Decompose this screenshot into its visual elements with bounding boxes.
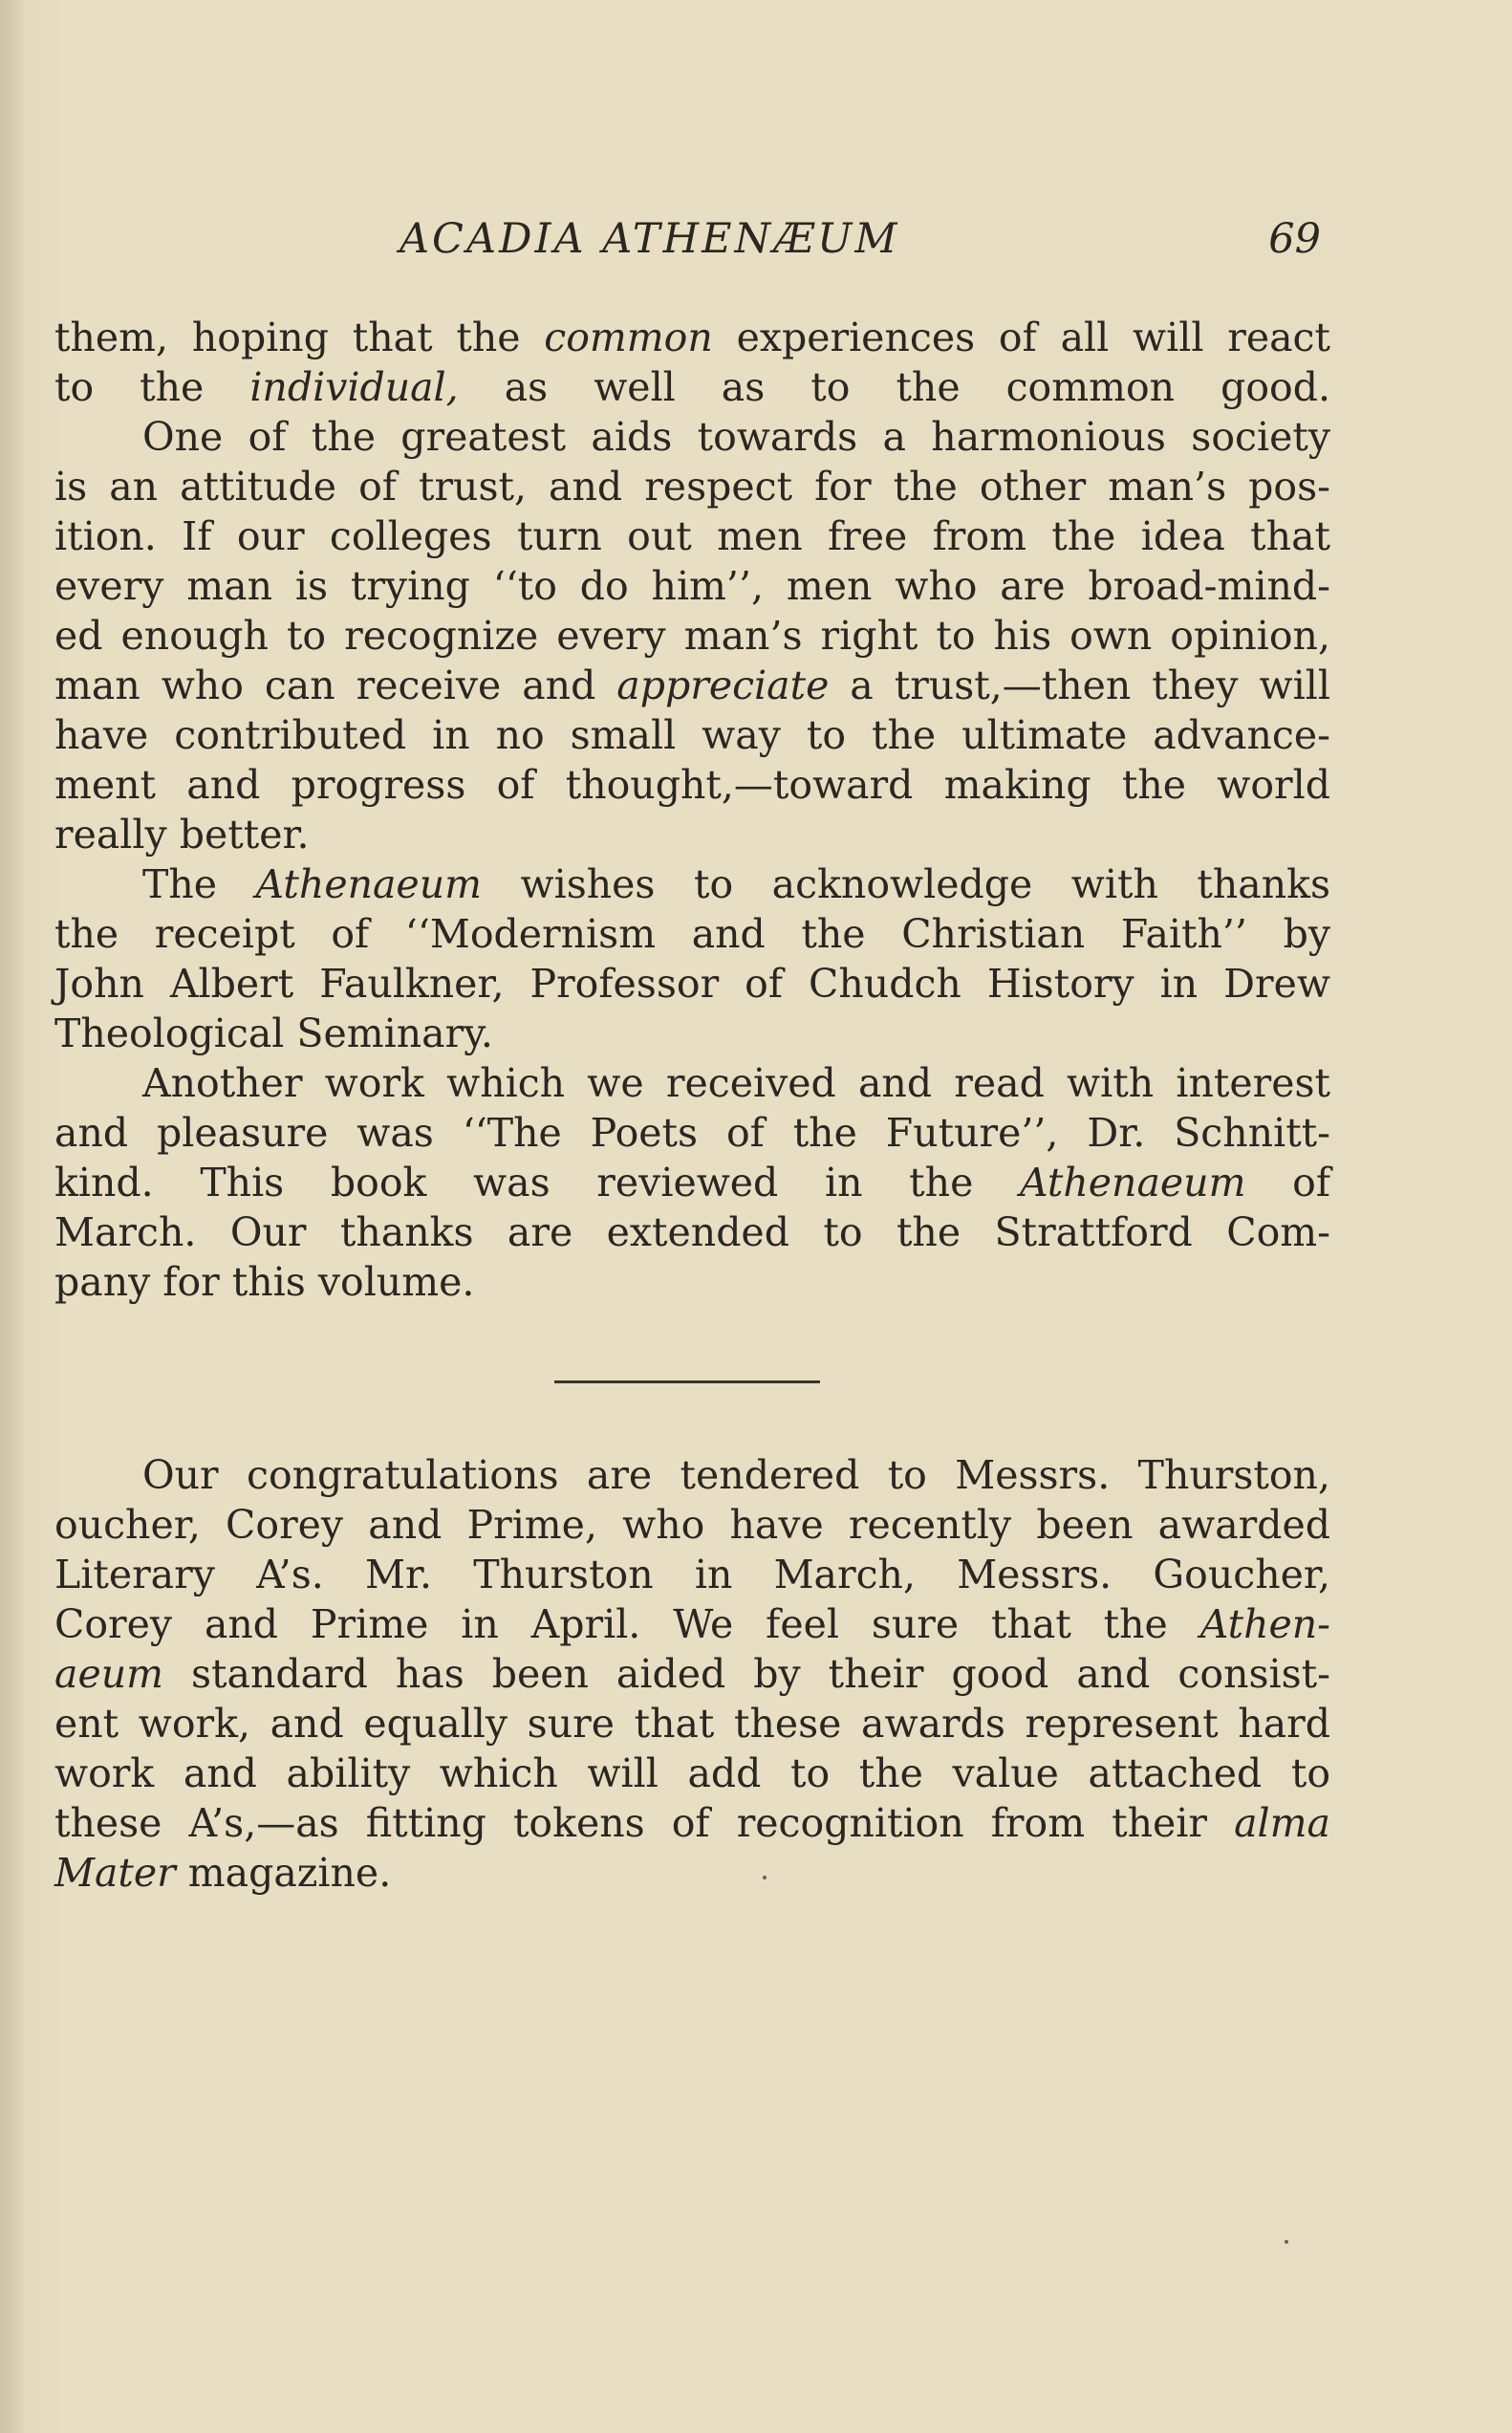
running-title: ACADIA ATHENÆUM — [400, 215, 900, 263]
text-line — [54, 760, 1330, 810]
line-text: Theological Seminary. — [54, 1010, 493, 1056]
text-line — [54, 511, 1330, 561]
text-line — [54, 611, 1330, 661]
line-text: work and ability which will add to the value attached to — [54, 1750, 1330, 1796]
line-text: to the — [54, 364, 250, 410]
line-text: John Albert Faulkner, Professor of Chudch History in Drew — [54, 961, 1330, 1007]
text-line — [54, 1749, 1330, 1798]
line-text: have contributed in no small way to the ultimate advance- — [54, 712, 1330, 758]
line-text: the receipt of ‘‘Modernism and the Christian Faith’’ by — [54, 911, 1330, 957]
line-text: every man is trying ‘‘to do him’’, men who are broad-mind- — [54, 563, 1330, 609]
line-text-continuation: as well as to the common good. — [458, 364, 1330, 410]
line-text: them, hoping that the — [54, 315, 545, 360]
line-text: oucher, Corey and Prime, who have recently been awarded — [54, 1502, 1330, 1548]
line-text: March. Our thanks are extended to the Strattford Com- — [54, 1209, 1330, 1255]
line-text: man who can receive and — [54, 663, 617, 708]
paper-speck — [763, 1876, 767, 1879]
text-line — [54, 412, 1330, 462]
line-text: Another work which we received and read with interest — [142, 1060, 1330, 1106]
italic-phrase: individual, — [249, 364, 459, 410]
section-divider-rule — [554, 1380, 820, 1383]
text-line — [54, 1500, 1330, 1550]
text-line — [54, 1009, 1330, 1058]
line-text: One of the greatest aids towards a harmonious society — [142, 414, 1330, 460]
text-line — [54, 1848, 1330, 1898]
line-text: really better. — [54, 812, 310, 858]
line-text: Literary A’s. Mr. Thurston in March, Messrs. Goucher, — [54, 1552, 1330, 1597]
text-line — [54, 810, 1330, 859]
italic-phrase: common — [544, 315, 713, 360]
text-line — [54, 1649, 1330, 1699]
text-line — [54, 710, 1330, 760]
running-header — [400, 215, 1330, 272]
text-line — [54, 561, 1330, 611]
text-line — [54, 1158, 1330, 1207]
line-text: and pleasure was ‘‘The Poets of the Future’’, Dr. Schnitt- — [54, 1110, 1330, 1156]
line-text: ed enough to recognize every man’s right to his own opinion, — [54, 613, 1330, 659]
italic-phrase: aeum — [54, 1651, 163, 1697]
editorial-text-block — [54, 313, 1330, 1307]
line-text: Our congratulations are tendered to Messrs. Thurston, — [142, 1452, 1330, 1498]
text-line — [54, 1450, 1330, 1500]
line-text-continuation: a trust,—then they will — [829, 663, 1330, 708]
line-text: these A’s,—as fitting tokens of recognition from their — [54, 1800, 1235, 1846]
paper-speck — [1285, 2240, 1288, 2244]
text-line — [54, 859, 1330, 909]
line-text: ent work, and equally sure that these awards represent hard — [54, 1701, 1330, 1747]
text-line — [54, 909, 1330, 959]
page-spine-shadow — [0, 0, 21, 2433]
italic-phrase: alma — [1234, 1800, 1330, 1846]
text-line — [54, 1550, 1330, 1599]
line-text-continuation: experiences of all will react — [712, 315, 1330, 360]
text-line — [54, 661, 1330, 710]
line-text: is an attitude of trust, and respect for the other man’s pos- — [54, 464, 1330, 510]
line-text: kind. This book was reviewed in the — [54, 1160, 1021, 1206]
text-line — [54, 959, 1330, 1009]
italic-phrase: Mater — [54, 1850, 176, 1896]
text-line — [54, 1699, 1330, 1749]
line-text: The — [142, 861, 256, 907]
line-text: ment and progress of thought,—toward making the world — [54, 762, 1330, 808]
text-line — [54, 1599, 1330, 1649]
text-line — [54, 1108, 1330, 1158]
line-text-continuation: standard has been aided by their good and consist- — [163, 1651, 1330, 1697]
line-text-continuation: wishes to acknowledge with thanks — [481, 861, 1330, 907]
congratulations-text-block — [54, 1450, 1330, 1898]
italic-phrase: appreciate — [616, 663, 830, 708]
text-line — [54, 1207, 1330, 1257]
text-line — [54, 313, 1330, 362]
line-text: Corey and Prime in April. We feel sure that the — [54, 1601, 1200, 1647]
line-text-continuation: magazine. — [175, 1850, 392, 1896]
text-line — [54, 1798, 1330, 1848]
line-text-continuation: of — [1245, 1160, 1330, 1206]
line-text: ition. If our colleges turn out men free from the idea that — [54, 513, 1330, 559]
text-line — [54, 1058, 1330, 1108]
page-number: 69 — [1268, 215, 1321, 263]
italic-phrase: Athenaeum — [1020, 1160, 1246, 1206]
italic-phrase: Athen- — [1199, 1601, 1330, 1647]
text-line — [54, 462, 1330, 511]
italic-phrase: Athenaeum — [255, 861, 482, 907]
line-text: pany for this volume. — [54, 1259, 475, 1305]
text-line — [54, 362, 1330, 412]
text-line — [54, 1257, 1330, 1307]
